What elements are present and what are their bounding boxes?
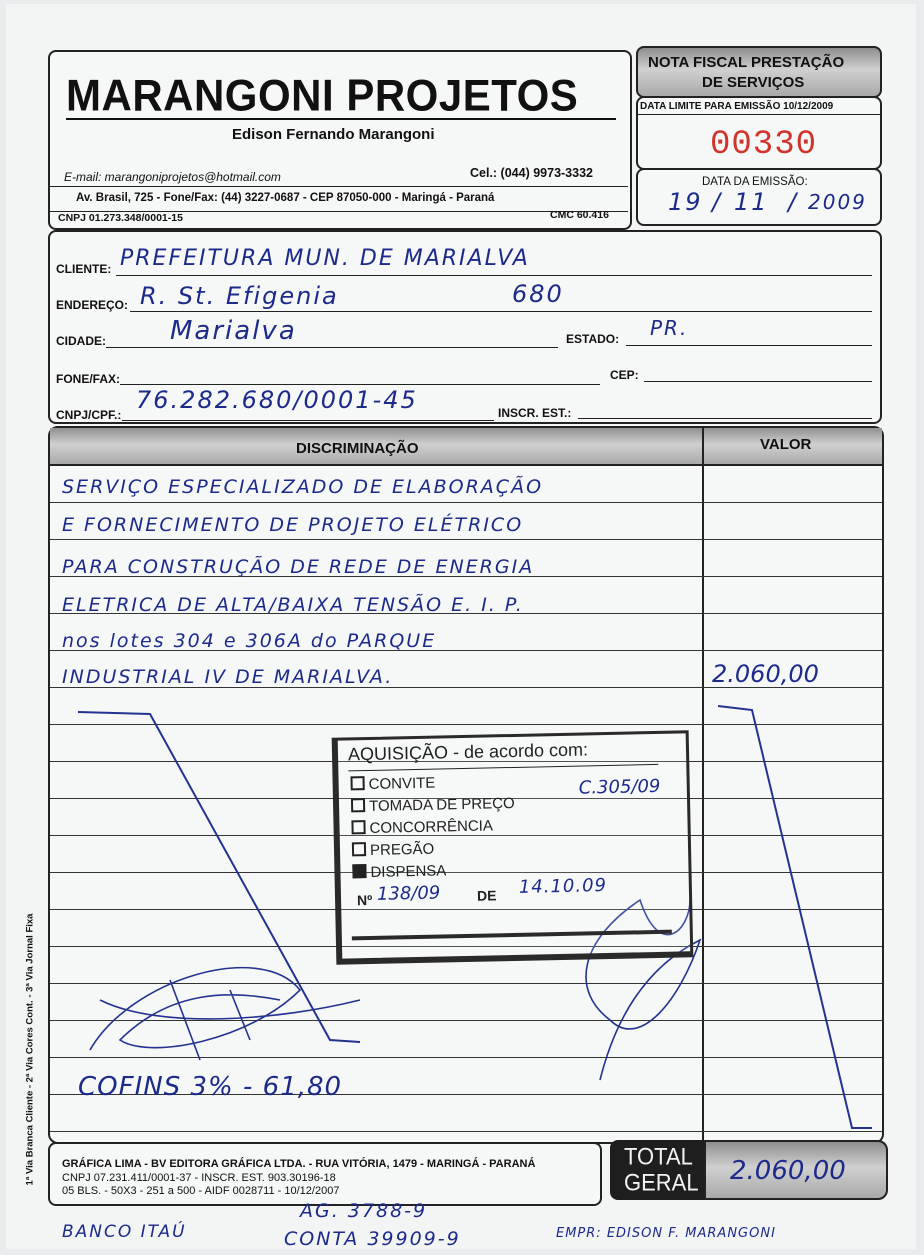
company-email: E-mail: marangoniprojetos@hotmail.com — [64, 170, 281, 184]
cidade-value: Marialva — [170, 316, 297, 346]
item-line-2: E FORNECIMENTO DE PROJETO ELÉTRICO — [62, 514, 524, 536]
total-label-2: GERAL — [624, 1168, 699, 1197]
note-agencia: AG. 3788-9 — [300, 1200, 428, 1222]
date-slash-2: / — [788, 188, 799, 216]
fone-label: FONE/FAX: — [56, 372, 121, 386]
stamp-title: AQUISIÇÃO - de acordo com: — [347, 739, 589, 765]
stamp-numero-value: 138/09 — [376, 882, 441, 905]
stamp-option-label: PREGÃO — [369, 840, 435, 859]
item-value: 2.060,00 — [712, 660, 819, 688]
printer-line-2: CNPJ 07.231.411/0001-37 - INSCR. EST. 903.30196-18 — [62, 1172, 336, 1184]
inscr-label: INSCR. EST.: — [498, 406, 572, 420]
header-desc: DISCRIMINAÇÃO — [296, 440, 419, 457]
emission-day: 19 — [668, 188, 703, 216]
item-line-6: INDUSTRIAL IV DE MARIALVA. — [62, 666, 394, 688]
stamp-option — [350, 775, 435, 794]
endereco-numero: 680 — [512, 280, 564, 308]
printer-line-3: 05 BLS. - 50X3 - 251 a 500 - AIDF 0028711 - 10/12/2007 — [62, 1185, 340, 1197]
stamp-checkbox-icon — [350, 776, 364, 790]
company-owner: Edison Fernando Marangoni — [232, 126, 435, 143]
note-bank: BANCO ITAÚ — [62, 1222, 187, 1242]
company-cmc: CMC 60.416 — [550, 209, 609, 221]
item-line-3: PARA CONSTRUÇÃO DE REDE DE ENERGIA — [62, 556, 535, 578]
stamp-option-label: CONVITE — [368, 774, 436, 793]
endereco-value: R. St. Efigenia — [140, 282, 339, 310]
stamp-title-rule — [348, 764, 658, 771]
company-address: Av. Brasil, 725 - Fone/Fax: (44) 3227-0687 - CEP 87050-000 - Maringá - Paraná — [76, 192, 495, 204]
stamp-option — [351, 795, 515, 815]
nota-title-line1: NOTA FISCAL PRESTAÇÃO — [648, 54, 845, 71]
cofins-note: COFINS 3% - 61,80 — [78, 1072, 343, 1102]
signature-left — [90, 968, 360, 1060]
nota-number: 00330 — [710, 126, 818, 164]
emission-label: DATA DA EMISSÃO: — [702, 176, 808, 188]
cidade-label: CIDADE: — [56, 334, 106, 348]
stamp-date-value: 14.10.09 — [518, 875, 608, 898]
stamp-de-label: DE — [476, 887, 497, 904]
printer-box — [48, 1142, 602, 1206]
cnpj-label: CNPJ/CPF.: — [56, 408, 122, 422]
date-slash-1: / — [712, 188, 723, 216]
stamp-option — [352, 862, 446, 881]
endereco-label: ENDEREÇO: — [56, 298, 129, 312]
cnpj-value: 76.282.680/0001-45 — [136, 386, 418, 414]
total-value: 2.060,00 — [730, 1156, 846, 1186]
note-empr: EMPR: EDISON F. MARANGONI — [556, 1226, 776, 1241]
strikethrough-stroke-right — [718, 706, 872, 1128]
stamp-option-label: CONCORRÊNCIA — [369, 817, 494, 837]
total-value-box — [704, 1140, 888, 1200]
stamp-checkbox-icon — [352, 864, 366, 878]
emission-month: 11 — [734, 188, 769, 216]
cliente-label: CLIENTE: — [56, 262, 112, 276]
emission-year: 2009 — [808, 190, 867, 214]
total-label-1: TOTAL — [624, 1142, 693, 1171]
nota-title-line2: DE SERVIÇOS — [702, 74, 805, 91]
stamp-option-label: DISPENSA — [370, 862, 447, 881]
header-value: VALOR — [760, 436, 812, 453]
cep-label: CEP: — [610, 368, 639, 382]
company-cel: Cel.: (044) 9973-3332 — [470, 166, 593, 180]
item-line-4: ELETRICA DE ALTA/BAIXA TENSÃO E. I. P. — [62, 594, 524, 616]
company-name: MARANGONI PROJETOS — [66, 70, 579, 121]
stamp-checkbox-icon — [351, 798, 365, 812]
stamp-option-label: TOMADA DE PREÇO — [368, 794, 515, 815]
note-conta: CONTA 39909-9 — [284, 1228, 461, 1250]
cliente-value: PREFEITURA MUN. DE MARIALVA — [120, 246, 530, 271]
stamp-option — [352, 841, 435, 860]
strikethrough-stroke-left — [78, 712, 360, 1042]
stamp-numero-label: Nº — [356, 891, 373, 909]
printer-line-1: GRÁFICA LIMA - BV EDITORA GRÁFICA LTDA. - RUA VITÓRIA, 1479 - MARINGÁ - PARANÁ — [62, 1158, 536, 1170]
stamp-checkbox-icon — [352, 842, 366, 856]
acquisition-stamp — [332, 730, 694, 964]
side-via-text: 1ª Via Branca Cliente - 2ª Via Cores Cont. - 3ª Via Jornal Fixa — [24, 913, 36, 1186]
total-label-box — [610, 1140, 704, 1200]
stamp-bottom-rule — [352, 930, 672, 941]
stamp-checkbox-icon — [351, 820, 365, 834]
company-cnpj: CNPJ 01.273.348/0001-15 — [58, 212, 183, 224]
item-line-5: nos lotes 304 e 306A do PARQUE — [62, 630, 437, 652]
estado-value: PR. — [650, 316, 689, 340]
stamp-tomada-value: C.305/09 — [578, 775, 661, 799]
estado-label: ESTADO: — [566, 332, 620, 346]
item-line-1: SERVIÇO ESPECIALIZADO DE ELABORAÇÃO — [62, 476, 544, 498]
nota-limit: DATA LIMITE PARA EMISSÃO 10/12/2009 — [640, 101, 834, 112]
stamp-option — [351, 817, 493, 837]
